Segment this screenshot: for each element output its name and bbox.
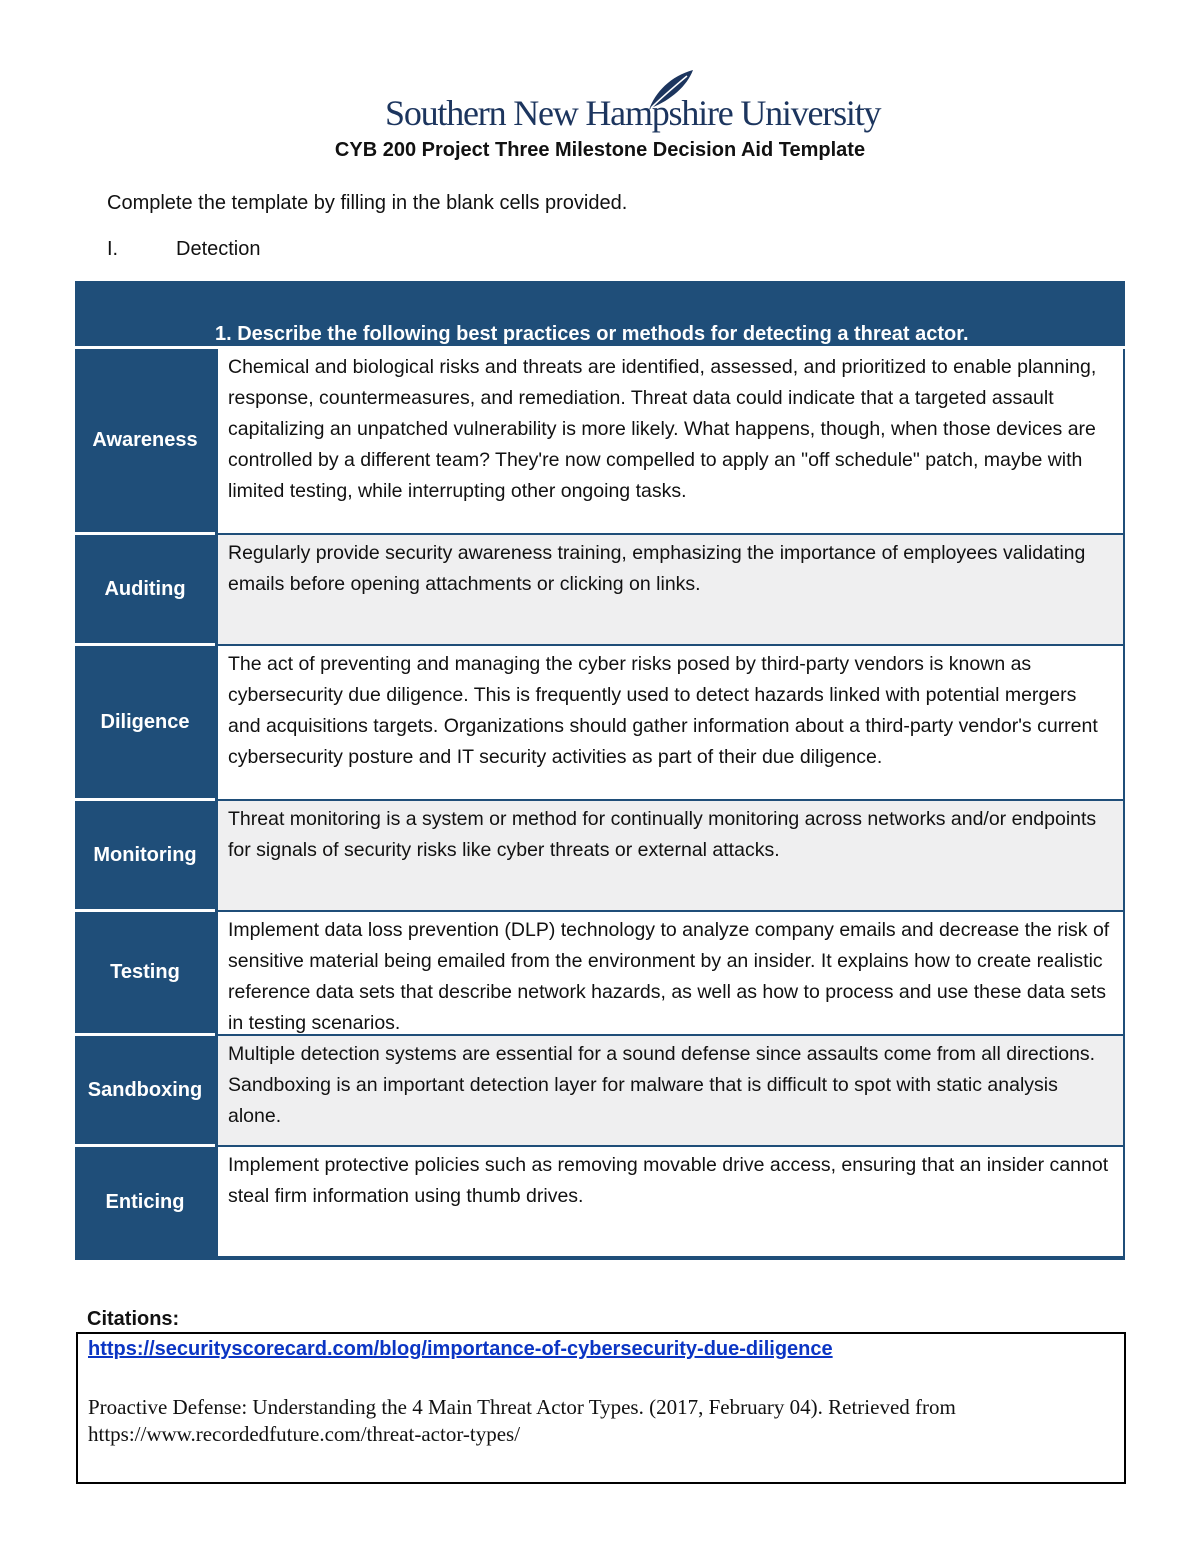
university-name: Southern New Hampshire University	[385, 93, 881, 133]
citation-reference: Proactive Defense: Understanding the 4 Main Threat Actor Types. (2017, February 04). Retrieved from https://www.recordedfuture.com/threat-actor-types/	[88, 1395, 956, 1446]
row-text-cell[interactable]: The act of preventing and managing the cyber risks posed by third-party vendors is known as cybersecurity due diligence. This is frequently used to detect hazards linked with potential mergers and acquisitions targets. Organizations should gather information about a third-party vendor's current cybersecurity posture and IT security activities as part of their due diligence.	[218, 646, 1123, 801]
row-label: Diligence	[75, 646, 215, 801]
row-label: Awareness	[75, 349, 215, 535]
row-text-cell[interactable]: Implement protective policies such as removing movable drive access, ensuring that an insider cannot steal firm information using thumb drives.	[218, 1147, 1123, 1258]
table-row-sandboxing	[75, 1036, 1125, 1147]
table-row-awareness	[75, 349, 1125, 535]
row-text-cell[interactable]: Chemical and biological risks and threats are identified, assessed, and prioritized to enable planning, response, countermeasures, and remediation. Threat data could indicate that a targeted assault capitalizing an unpatched vulnerability is more likely. What happens, though, when those devices are controlled by a different team? They're now compelled to apply an "off schedule" patch, maybe with limited testing, while interrupting other ongoing tasks.	[218, 349, 1123, 535]
table-row-enticing	[75, 1147, 1125, 1258]
section-number: I.	[107, 238, 119, 260]
section-title: Detection	[176, 238, 261, 260]
table-header-text: 1. Describe the following best practices or methods for detecting a threat actor.	[215, 323, 969, 345]
row-text-cell[interactable]: Threat monitoring is a system or method for continually monitoring across networks and/or endpoints for signals of security risks like cyber threats or external attacks.	[218, 801, 1123, 912]
table-row-diligence	[75, 646, 1125, 801]
university-logo	[385, 66, 881, 138]
instructions: Complete the template by filling in the blank cells provided.	[107, 192, 628, 214]
table-row-monitoring	[75, 801, 1125, 912]
row-label: Sandboxing	[75, 1036, 215, 1147]
row-text-cell[interactable]: Regularly provide security awareness training, emphasizing the importance of employees validating emails before opening attachments or clicking on links.	[218, 535, 1123, 646]
row-label: Enticing	[105, 1191, 185, 1213]
row-label: Testing	[75, 912, 215, 1036]
row-label: Monitoring	[75, 801, 215, 912]
document-title: CYB 200 Project Three Milestone Decision Aid Template	[334, 139, 866, 161]
table-row-testing	[75, 912, 1125, 1036]
row-text-cell[interactable]: Implement data loss prevention (DLP) technology to analyze company emails and decrease the risk of sensitive material being emailed from the environment by an insider. It explains how to create realistic reference data sets that describe network hazards, as well as how to process and use these data sets in testing scenarios.	[218, 912, 1123, 1036]
row-label: Auditing	[75, 535, 215, 646]
table-header	[75, 281, 1125, 349]
citation-link[interactable]: https://securityscorecard.com/blog/importance-of-cybersecurity-due-diligence	[88, 1338, 833, 1360]
section-heading	[107, 238, 261, 261]
citations-label: Citations:	[87, 1308, 180, 1330]
table-row-auditing	[75, 535, 1125, 646]
detection-table	[75, 281, 1125, 1260]
citations-box	[76, 1332, 1126, 1484]
row-text-cell[interactable]: Multiple detection systems are essential for a sound defense since assaults come from all directions. Sandboxing is an important detection layer for malware that is difficult to spot with static analysis alone.	[218, 1036, 1123, 1147]
